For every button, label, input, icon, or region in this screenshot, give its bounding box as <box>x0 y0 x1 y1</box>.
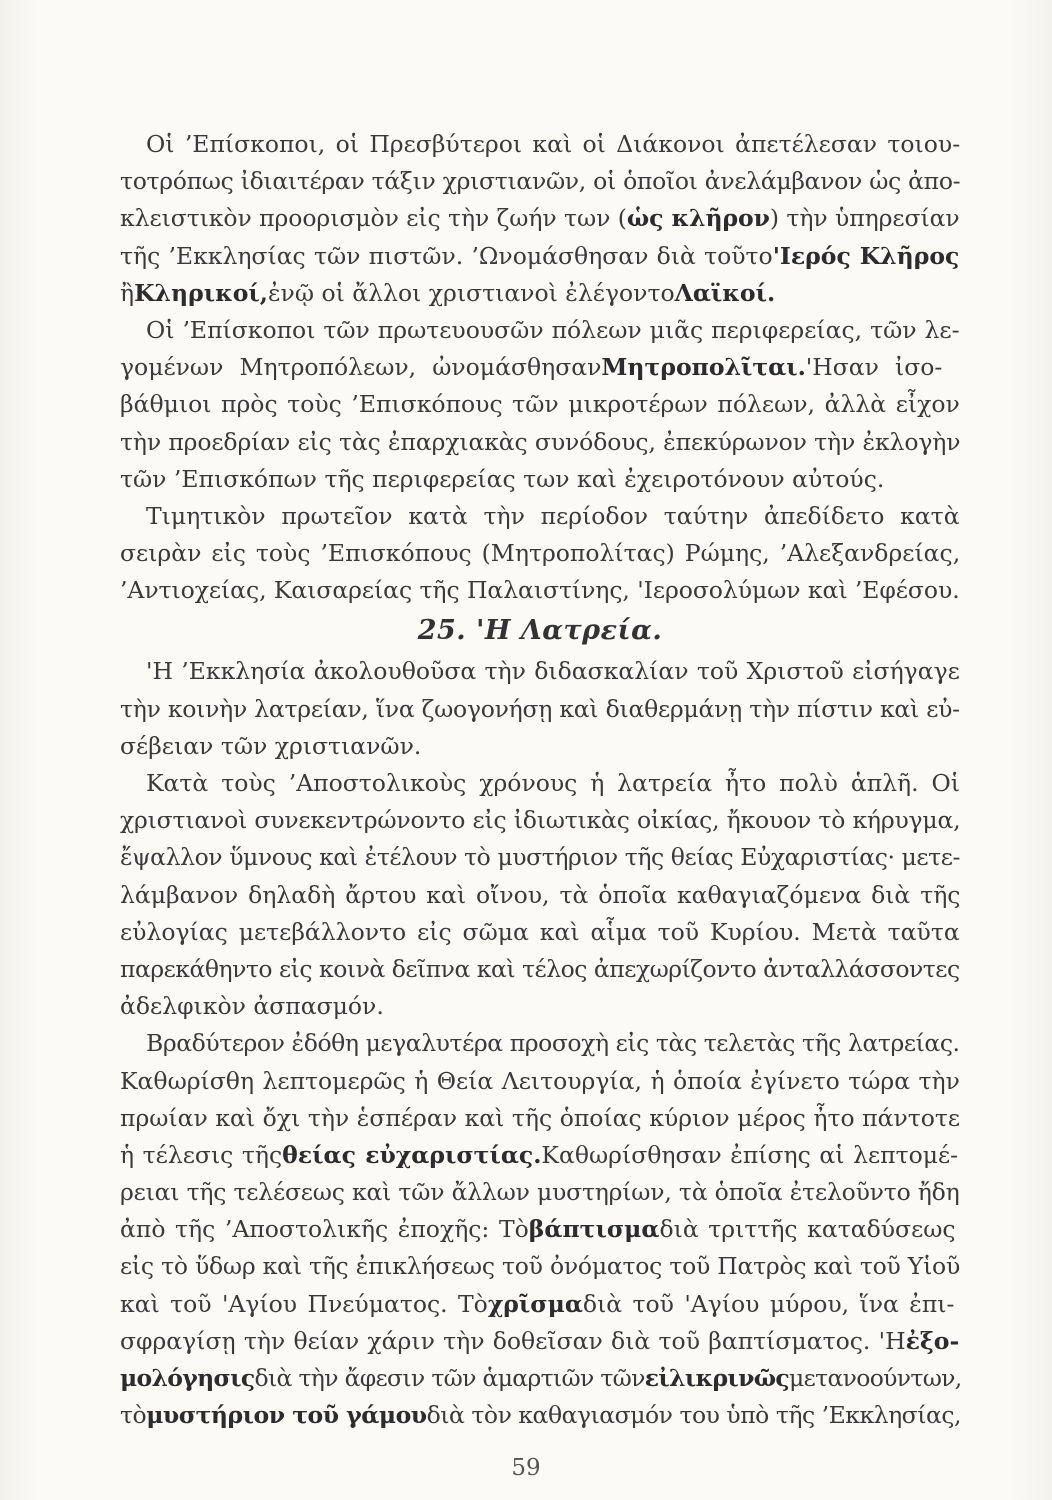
text-line: ρειαι τῆς τελέσεως καὶ τῶν ἄλλων μυστηρίων, τὰ ὁποῖα ἐτελοῦντο ἤδη <box>120 1178 960 1207</box>
page-number: 59 <box>511 1455 541 1481</box>
text-line: γομένων Μητροπόλεων, ὠνομάσθησανΜητροπολῖται.'Ησαν ἰσο- <box>120 353 943 382</box>
text-line: τοτρόπως ἰδιαιτέραν τάξιν χριστιανῶν, οἱ ὁποῖοι ἀνελάμβανον ὡς ἀπο- <box>120 167 961 196</box>
bold-term: βάπτισμα <box>528 1215 660 1244</box>
bold-term: ἐξο- <box>905 1326 960 1355</box>
text-line: Βραδύτερον ἐδόθη μεγαλυτέρα προσοχὴ εἰς τὰς τελετὰς τῆς λατρείας. <box>146 1029 960 1058</box>
text-line: χριστιανοὶ συνεκεντρώνοντο εἰς ἰδιωτικὰς οἰκίας, ἤκουον τὸ κήρυγμα, <box>120 806 961 835</box>
text-line: βάθμιοι πρὸς τοὺς ’Επισκόπους τῶν μικροτέρων πόλεων, ἀλλὰ εἶχον <box>120 390 960 419</box>
text-line: τὸμυστήριον τοῦ γάμουδιὰ τὸν καθαγιασμόν του ὑπὸ τῆς ’Εκκλησίας, <box>120 1401 961 1430</box>
text-line: τῆς ’Εκκλησίας τῶν πιστῶν. ’Ωνομάσθησαν διὰ τοῦτο'Ιερός Κλῆρος <box>120 241 960 270</box>
text-line: σέβειαν τῶν χριστιανῶν. <box>120 731 422 760</box>
bold-term: εἰλικρινῶς <box>644 1364 790 1392</box>
text-line: 'Η ’Εκκλησία ἀκολουθοῦσα τὴν διδασκαλίαν τοῦ Χριστοῦ εἰσήγαγε <box>146 657 960 686</box>
text-line: τῶν ’Επισκόπων τῆς περιφερείας των καὶ ἐχειροτόνουν αὐτούς. <box>120 464 885 493</box>
text-line: λάμβανον δηλαδὴ ἄρτου καὶ οἴνου, τὰ ὁποῖα καθαγιαζόμενα διὰ τῆς <box>120 880 961 909</box>
text-line: ἀπὸ τῆς ’Αποστολικῆς ἐποχῆς: Τὸβάπτισμαδιὰ τριττῆς καταδύσεως <box>120 1215 956 1244</box>
bold-term: Λαϊκοί. <box>674 278 776 307</box>
text-line: πρωίαν καὶ ὄχι τὴν ἑσπέραν καὶ τῆς ὁποίας κύριον μέρος ἦτο πάντοτε <box>120 1103 961 1132</box>
text-line: εὐλογίας μετεβάλλοντο εἰς σῶμα καὶ αἷμα τοῦ Κυρίου. Μετὰ ταῦτα <box>120 917 960 946</box>
text-line: σειρὰν εἰς τοὺς ’Επισκόπους (Μητροπολίτας) Ρώμης, ’Αλεξανδρείας, <box>120 539 961 568</box>
text-line: Κατὰ τοὺς ’Αποστολικοὺς χρόνους ἡ λατρεία ἦτο πολὺ ἁπλῆ. Οἱ <box>146 769 960 797</box>
bold-term: ὡς κλῆρον <box>626 204 770 233</box>
text-line: τὴν προεδρίαν εἰς τὰς ἐπαρχιακὰς συνόδους, ἐπεκύρωνον τὴν ἐκλογὴν <box>120 427 961 456</box>
text-line: ’Αντιοχείας, Καισαρείας τῆς Παλαιστίνης, 'Ιεροσολύμων καὶ ’Εφέσου. <box>120 576 960 605</box>
body-text <box>120 126 960 1434</box>
bold-term: μυστήριον τοῦ γάμου <box>146 1401 427 1430</box>
text-line: τὴν κοινὴν λατρείαν, ἵνα ζωογονήσῃ καὶ διαθερμάνῃ τὴν πίστιν καὶ εὐ- <box>120 694 960 723</box>
text-line: ἀδελφικὸν ἀσπασμόν. <box>120 992 384 1021</box>
text-line: μολόγησιςδιὰ τὴν ἄφεσιν τῶν ἁμαρτιῶν τῶνεἰλικρινῶςμετανοούντων, <box>120 1364 962 1392</box>
text-line: Τιμητικὸν πρωτεῖον κατὰ τὴν περίοδον ταύτην ἀπεδίδετο κατὰ <box>146 501 960 530</box>
text-line: σφραγίσῃ τὴν θείαν χάριν τὴν δοθεῖσαν διὰ τοῦ βαπτίσματος. 'Ηἐξο- <box>120 1326 960 1355</box>
bold-term: Μητροπολῖται. <box>601 353 806 382</box>
text-line: παρεκάθηντο εἰς κοινὰ δεῖπνα καὶ τέλος ἀπεχωρίζοντο ἀνταλλάσσοντες <box>120 954 960 983</box>
bold-term: θείας εὐχαριστίας. <box>282 1140 542 1169</box>
bold-term: 'Ιερός Κλῆρος <box>772 241 960 270</box>
section-heading: 25. 'Η Λατρεία. <box>417 615 663 647</box>
text-line: κλειστικὸν προορισμὸν εἰς τὴν ζωήν των (ὡς κλῆρον) τὴν ὑπηρεσίαν <box>120 204 960 233</box>
bold-term: χρῖσμα <box>487 1289 583 1318</box>
text-line: εἰς τὸ ὕδωρ καὶ τῆς ἐπικλήσεως τοῦ ὀνόματος τοῦ Πατρὸς καὶ τοῦ Υἱοῦ <box>120 1252 960 1281</box>
bold-term: Κληρικοί, <box>134 278 268 307</box>
text-line: Οἱ ’Επίσκοποι, οἱ Πρεσβύτεροι καὶ οἱ Διάκονοι ἀπετέλεσαν τοιου- <box>146 130 961 158</box>
text-line: ἔψαλλον ὕμνους καὶ ἐτέλουν τὸ μυστήριον τῆς θείας Εὐχαριστίας· μετε- <box>120 843 960 872</box>
text-line: Καθωρίσθη λεπτομερῶς ἡ Θεία Λειτουργία, ἡ ὁποία ἐγίνετο τώρα τὴν <box>120 1066 960 1095</box>
text-line: Οἱ ’Επίσκοποι τῶν πρωτευουσῶν πόλεων μιᾶς περιφερείας, τῶν λε- <box>146 315 960 344</box>
text-line: ἡ τέλεσις τῆςθείας εὐχαριστίας.Καθωρίσθησαν ἐπίσης αἱ λεπτομέ- <box>120 1140 959 1169</box>
text-line: ἢΚληρικοί,ἐνῷ οἱ ἄλλοι χριστιανοὶ ἐλέγοντοΛαϊκοί. <box>120 278 776 307</box>
bold-term: μολόγησις <box>120 1364 255 1392</box>
text-line: καὶ τοῦ 'Αγίου Πνεύματος. Τὸχρῖσμαδιὰ τοῦ 'Αγίου μύρου, ἵνα ἐπι- <box>120 1289 955 1318</box>
